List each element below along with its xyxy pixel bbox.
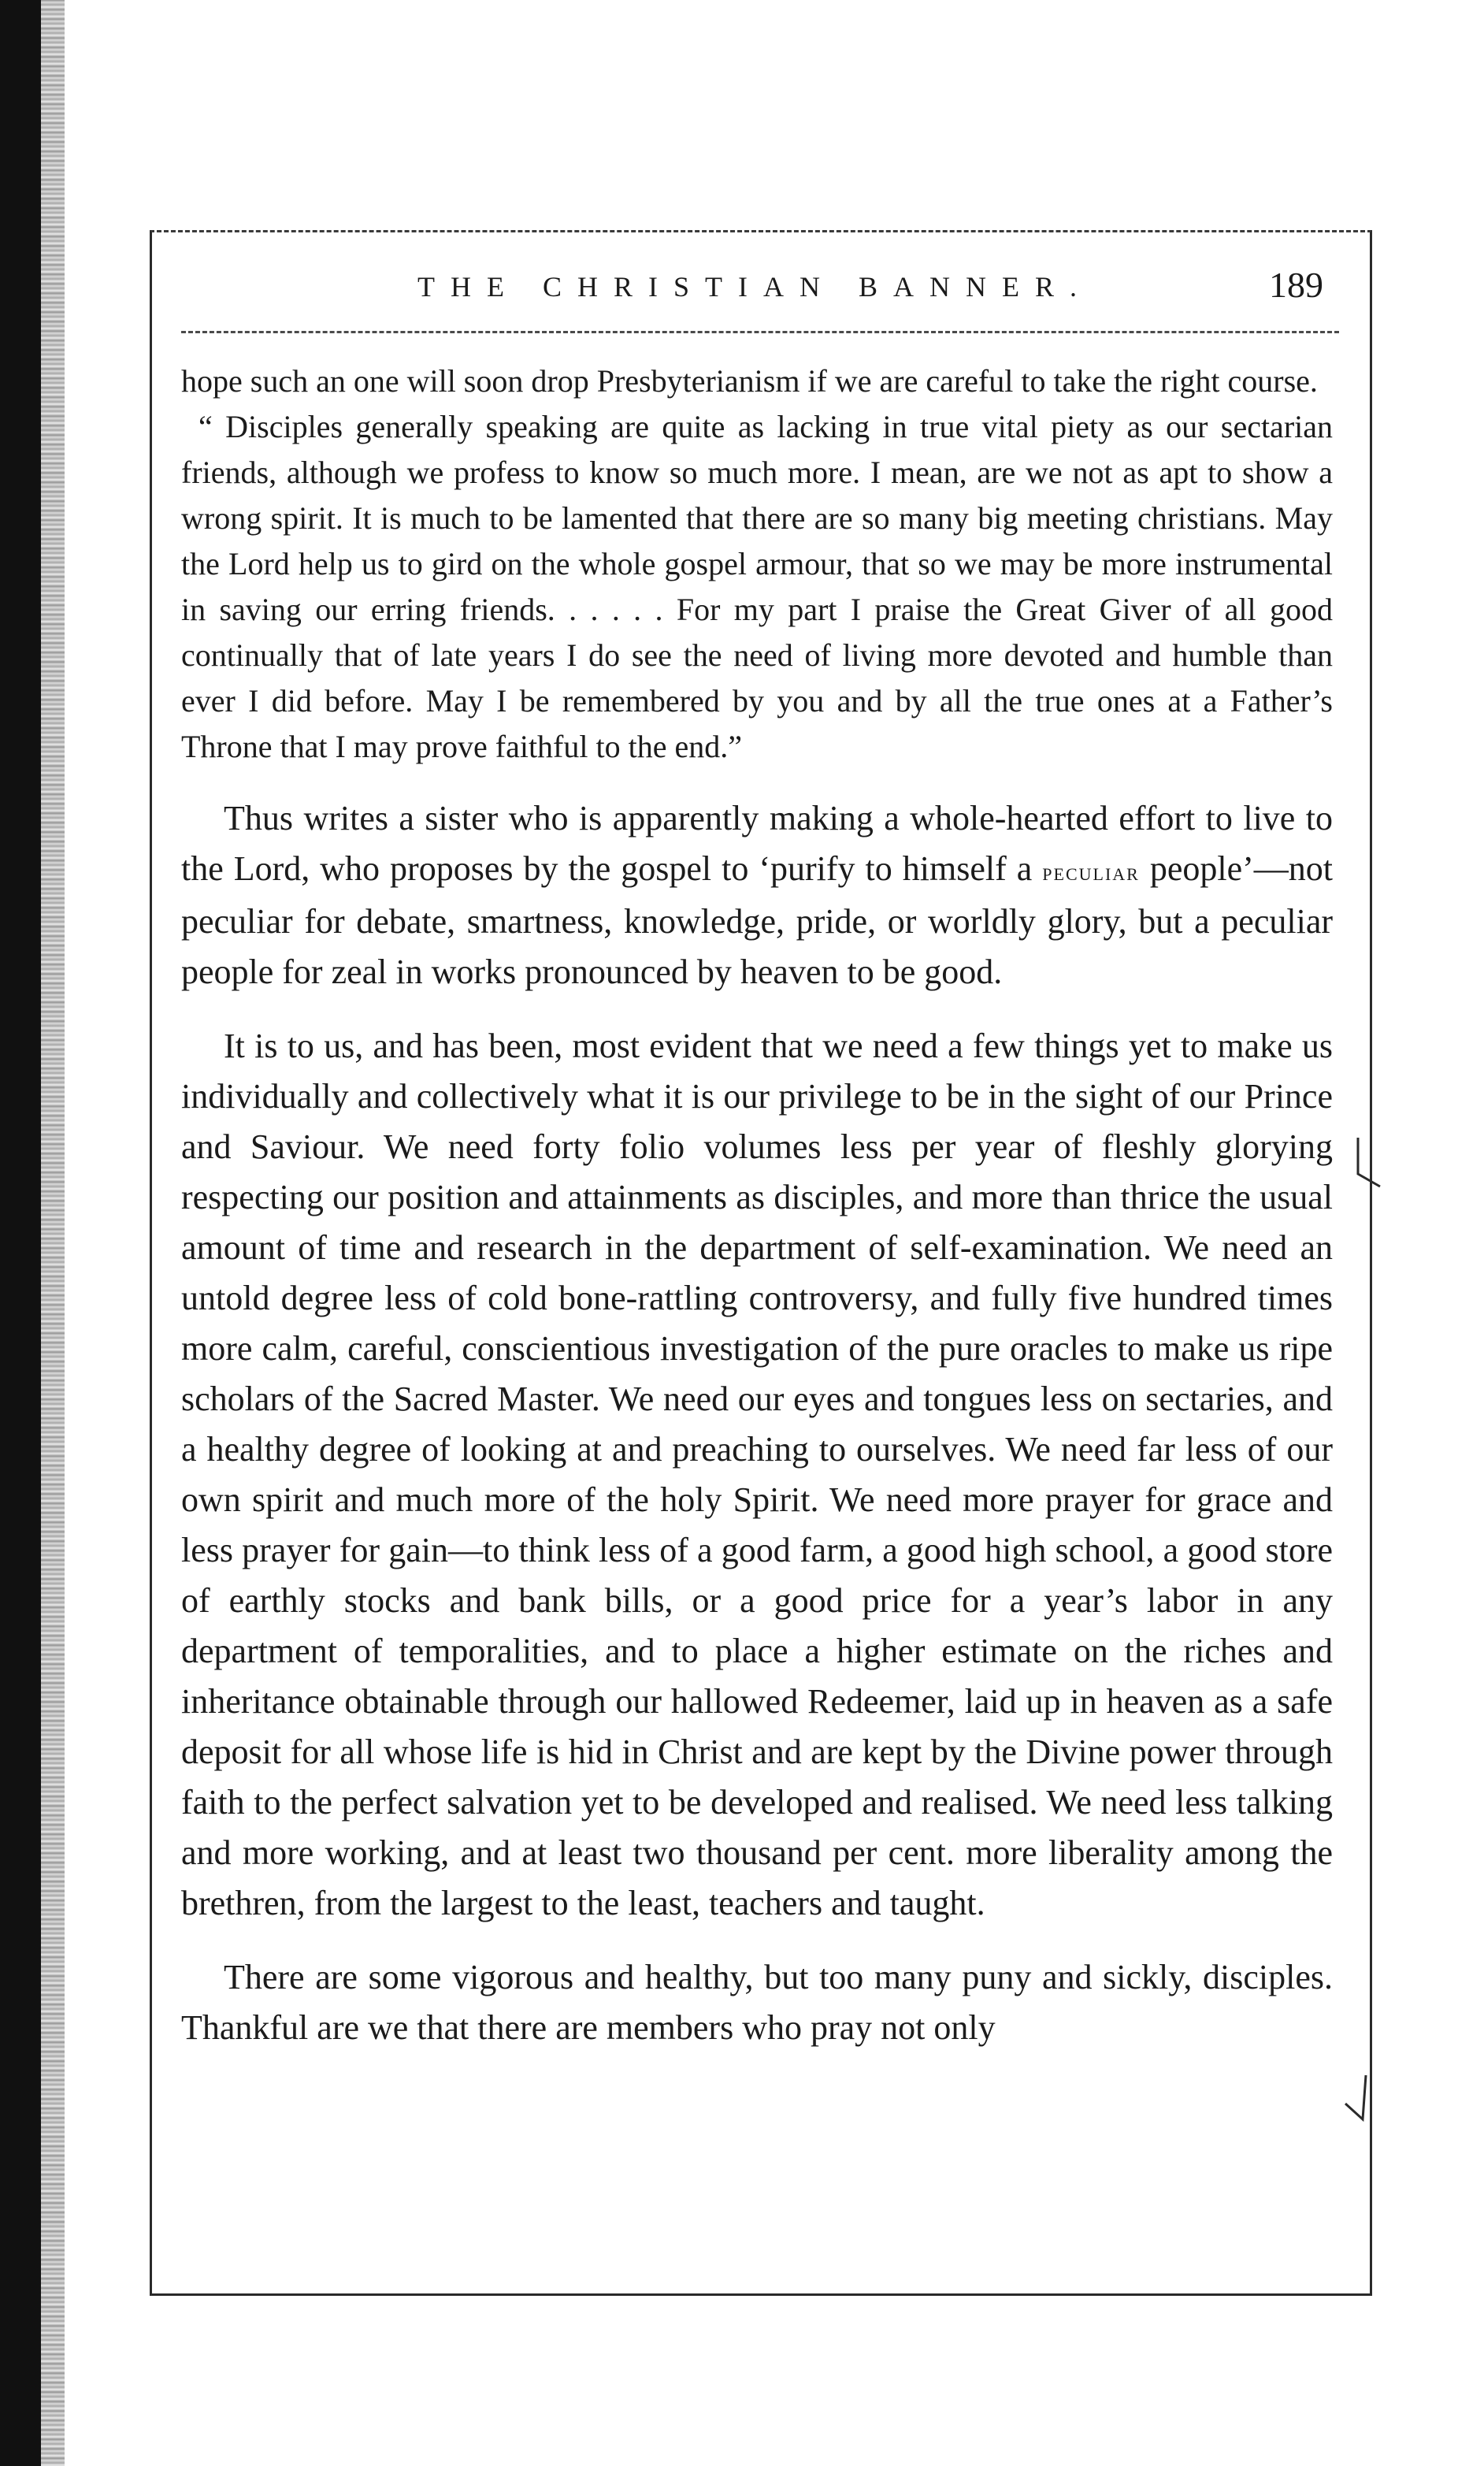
paragraph-sister-text-1: Thus writes a sister who is apparently making a whole-hearted effort to live to the Lord, who proposes by the gospel to ‘purify to himself a	[181, 799, 1333, 888]
running-title: THE CHRISTIAN BANNER.	[417, 271, 1093, 303]
margin-bracket-mark-bottom	[1339, 2072, 1371, 2127]
paragraph-gap	[181, 1929, 1333, 1952]
header-rule	[181, 331, 1339, 333]
paragraph-needs: It is to us, and has been, most evident that we need a few things yet to make us individually and collectively what it is our privilege to be in the sight of our Prince and Saviour. We need forty folio volumes less per year of fleshly glorying respecting our position and attainments as disciples, and more than thrice the usual amount of time and research in the department of self-examination. We need an untold degree less of cold bone-rattling controversy, and fully five hundred times more calm, careful, conscientious investigation of the pure oracles to make us ripe scholars of the Sacred Master. We need our eyes and tongues less on sectaries, and a healthy degree of looking at and preaching to ourselves. We need far less of our own spirit and much more of the holy Spirit. We need more prayer for grace and less prayer for gain—to think less of a good farm, a good high school, a good store of earthly stocks and bank bills, or a good price for a year’s labor in any department of temporalities, and to place a higher estimate on the riches and inheritance obtainable through our hallowed Redeemer, laid up in heaven as a safe deposit for all whose life is hid in Christ and are kept by the Divine power through faith to the perfect salvation yet to be developed and realised. We need less talking and more working, and at least two thousand per cent. more liberality among the brethren, from the largest to the least, teachers and taught.	[181, 1027, 1333, 1922]
paragraph-gap	[181, 997, 1333, 1021]
smallcaps-word: peculiar	[1042, 857, 1140, 886]
quote-paragraph: “ Disciples generally speaking are quite as lacking in true vital piety as our sectarian friends, although we profess to know so much more. I mean, are we not as apt to show a wrong spirit. It is much to be lamented that there are so many big meeting christians. May the Lord help us to gird on the whole gospel armour, that so we may be more instrumental in saving our erring friends. . . . . . For my part I praise the Great Giver of all good continually that of late years I do see the need of living more devoted and humble than ever I did before. May I be remembered by you and by all the true ones at a Father’s Throne that I may prove faithful to the end.”	[181, 409, 1333, 764]
paragraph-sister	[181, 793, 1333, 997]
margin-bracket-mark-top	[1353, 1135, 1385, 1190]
page-number: 189	[1269, 265, 1323, 305]
quote-continuation: hope such an one will soon drop Presbyterianism if we are careful to take the right course.	[181, 363, 1318, 399]
binding-texture	[41, 0, 65, 2466]
paragraph-disciples: There are some vigorous and healthy, but too many puny and sickly, disciples. Thankful are we that there are members who pray not only	[181, 1958, 1333, 2047]
page-header	[181, 264, 1347, 319]
book-binding-edge	[0, 0, 41, 2466]
paragraph-gap	[181, 770, 1333, 793]
paragraph-sister-text-2: people’—not peculiar for debate, smartness, knowledge, pride, or worldly glory, but a peculiar people for zeal in works pronounced by heaven to be good.	[181, 849, 1333, 991]
page-body	[181, 358, 1333, 2053]
